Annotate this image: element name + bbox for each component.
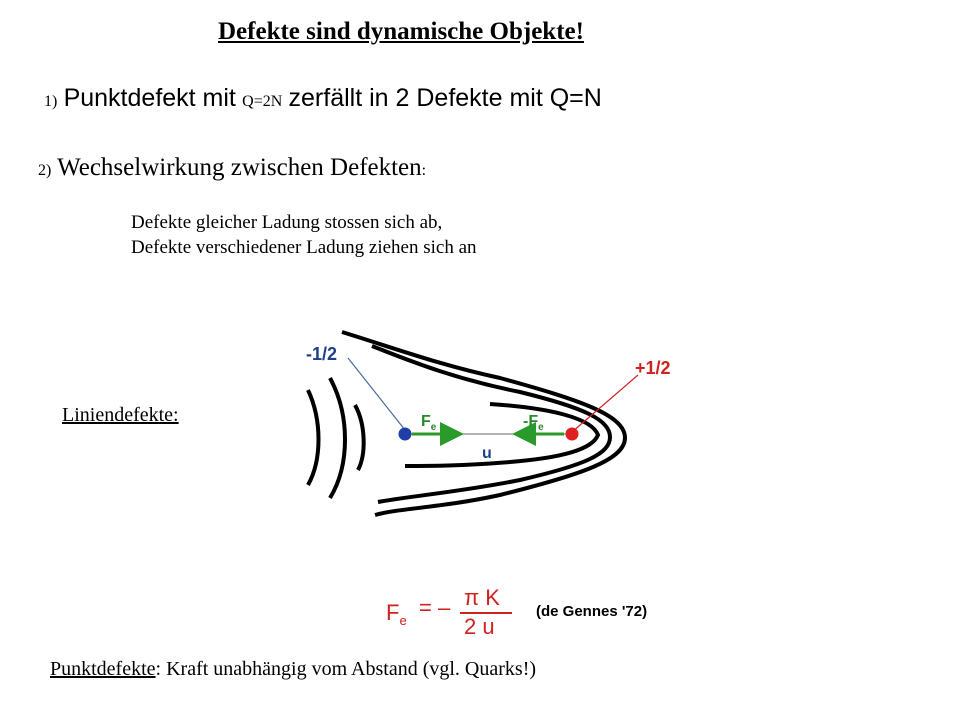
formula-lhs-sub: e bbox=[399, 613, 407, 628]
item-1 bbox=[44, 84, 602, 113]
item-2-text: Wechselwirkung zwischen Defekten bbox=[57, 154, 422, 181]
label-minus-half: -1/2 bbox=[306, 344, 338, 364]
item-1-text-a: Punktdefekt mit bbox=[63, 84, 236, 112]
liniendefekte-label: Liniendefekte: bbox=[62, 404, 179, 426]
interaction-line-1: Defekte gleicher Ladung stossen sich ab, bbox=[131, 212, 443, 233]
force-label-left-main: F bbox=[421, 413, 431, 430]
director-line-middle bbox=[372, 346, 610, 502]
distance-label: u bbox=[482, 445, 492, 462]
interaction-description bbox=[131, 210, 477, 260]
pointer-minus bbox=[348, 358, 405, 430]
formula-citation: (de Gennes '72) bbox=[536, 603, 648, 620]
label-plus-half: +1/2 bbox=[635, 358, 671, 378]
formula-lhs-main: F bbox=[386, 600, 400, 625]
formula-lhs bbox=[386, 600, 407, 628]
punktdefekte-text: Kraft unabhängig vom Abstand (vgl. Quarks!) bbox=[166, 658, 537, 680]
item-2-number: 2) bbox=[38, 162, 52, 179]
minus-half-defect bbox=[399, 428, 412, 441]
item-1-text-b: zerfällt in 2 Defekte mit Q=N bbox=[288, 84, 602, 112]
force-label-left-sub: e bbox=[430, 422, 437, 433]
force-label-right bbox=[523, 413, 544, 433]
plus-half-defect bbox=[566, 428, 579, 441]
punktdefekte-line bbox=[50, 658, 536, 681]
item-2 bbox=[38, 154, 426, 182]
force-label-right-main: -F bbox=[523, 413, 539, 430]
formula-equals: = – bbox=[419, 595, 451, 620]
director-line-left-1 bbox=[308, 390, 319, 485]
interaction-line-2: Defekte verschiedener Ladung ziehen sich an bbox=[131, 237, 477, 258]
formula-numerator: π K bbox=[464, 585, 500, 610]
item-1-charge: Q=2N bbox=[242, 93, 283, 110]
director-line-left-2 bbox=[330, 378, 345, 498]
punktdefekte-colon: : bbox=[155, 658, 162, 680]
item-2-colon: : bbox=[421, 162, 427, 179]
punktdefekte-label: Punktdefekte bbox=[50, 658, 156, 680]
force-formula bbox=[376, 584, 706, 644]
force-label-right-sub: e bbox=[538, 422, 544, 433]
director-line-left-3 bbox=[355, 405, 364, 470]
item-1-number: 1) bbox=[44, 93, 58, 110]
formula-denominator: 2 u bbox=[464, 614, 495, 639]
page-title: Defekte sind dynamische Objekte! bbox=[218, 18, 584, 45]
defect-diagram bbox=[280, 320, 700, 520]
force-label-left bbox=[421, 413, 437, 433]
